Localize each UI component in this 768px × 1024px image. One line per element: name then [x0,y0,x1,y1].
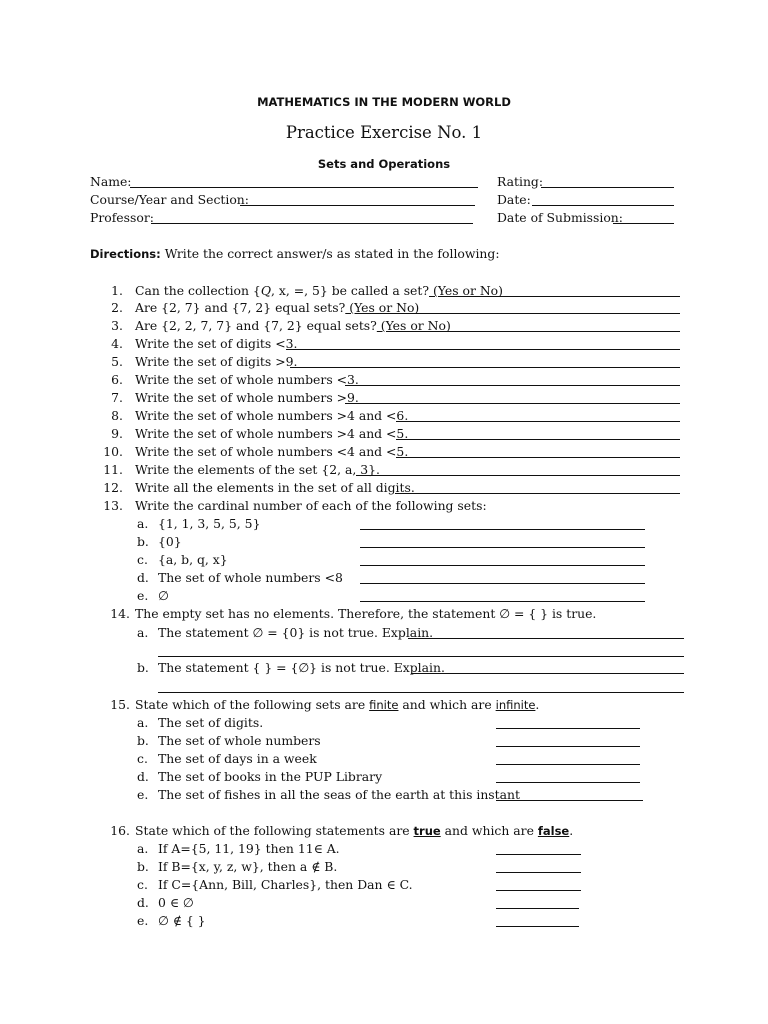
directions-text: Write the correct answer/s as stated in the following: [160,246,500,261]
item-number: 11. [103,462,123,477]
question-4: Write the set of digits <3. [135,336,298,351]
question-13: Write the cardinal number of each of the following sets: [135,498,487,513]
answer-line-14b[interactable] [411,673,684,674]
item-number: 6. [111,372,123,387]
question-3: Are {2, 2, 7, 7} and {7, 2} equal sets? (Yes or No) [135,318,451,333]
rating-field[interactable] [541,187,674,188]
item-number: 15. [110,697,130,712]
q15-a: The set of digits. [158,715,264,730]
item-number: 10. [103,444,123,459]
date-label: Date: [497,192,531,207]
question-11: Write the elements of the set {2, a, 3}. [135,462,380,477]
item-number: 7. [111,390,123,405]
item-number: 1. [111,283,123,298]
rating-label: Rating: [497,174,544,189]
answer-line-15e[interactable] [496,800,643,801]
sub-letter: a. [137,516,149,531]
q14-a: The statement ∅ = {0} is not true. Explain. [158,625,434,640]
sub-letter: b. [137,534,149,549]
item-number: 4. [111,336,123,351]
sub-letter: a. [137,715,149,730]
question-10: Write the set of whole numbers <4 and <5. [135,444,409,459]
q16-e: ∅ ∉ { } [158,913,206,928]
name-field[interactable] [130,187,478,188]
q15-d: The set of books in the PUP Library [158,769,383,784]
sub-letter: c. [137,877,148,892]
question-14: The empty set has no elements. Therefore, the statement ∅ = { } is true. [135,606,597,621]
item-number: 8. [111,408,123,423]
q13-b: {0} [158,534,182,549]
q16-b: If B={x, y, z, w}, then a ∉ B. [158,859,338,874]
sub-letter: c. [137,751,148,766]
hint-yes-no: (Yes or No) [376,318,451,333]
sub-letter: e. [137,913,149,928]
question-1: Can the collection {Q, x, =, 5} be called a set? (Yes or No) [135,283,503,298]
answer-line-3[interactable] [418,331,680,332]
answer-line-16a[interactable] [496,854,581,855]
item-number: 3. [111,318,123,333]
answer-line-16b[interactable] [496,872,581,873]
answer-line-13d[interactable] [360,583,645,584]
question-5: Write the set of digits >9. [135,354,298,369]
answer-line-15b[interactable] [496,746,640,747]
date-submission-label: Date of Submission: [497,210,623,225]
course-section-field[interactable] [240,205,475,206]
answer-line-11[interactable] [356,475,680,476]
question-8: Write the set of whole numbers >4 and <6. [135,408,409,423]
question-15: State which of the following sets are finite and which are infinite. [135,697,540,712]
exercise-title: Practice Exercise No. 1 [285,123,483,142]
sub-letter: c. [137,552,148,567]
date-submission-field[interactable] [613,223,674,224]
question-16: State which of the following statements are true and which are false. [135,823,574,838]
item-number: 12. [103,480,123,495]
answer-line-4[interactable] [286,349,680,350]
answer-line-14a-2[interactable] [158,656,684,657]
hint-yes-no: (Yes or No) [429,283,503,298]
item-number: 13. [103,498,123,513]
q15-b: The set of whole numbers [158,733,321,748]
answer-line-13e[interactable] [360,601,645,602]
answer-line-15c[interactable] [496,764,640,765]
answer-line-13c[interactable] [360,565,645,566]
sub-letter: d. [137,570,149,585]
date-field[interactable] [532,205,674,206]
sub-letter: a. [137,841,149,856]
answer-line-16c[interactable] [496,890,581,891]
q13-d: The set of whole numbers <8 [158,570,343,585]
directions-label: Directions: [90,247,161,261]
item-number: 5. [111,354,123,369]
answer-line-15d[interactable] [496,782,640,783]
q16-a: If A={5, 11, 19} then 11∈ A. [158,841,340,856]
answer-line-8[interactable] [396,421,680,422]
hint-yes-no: (Yes or No) [345,300,420,315]
sub-letter: b. [137,859,149,874]
sub-letter: e. [137,588,149,603]
q13-c: {a, b, q, x} [158,552,228,567]
professor-label: Professor: [90,210,154,225]
answer-line-2[interactable] [388,313,680,314]
professor-field[interactable] [151,223,473,224]
course-section-label: Course/Year and Section: [90,192,249,207]
answer-line-10[interactable] [396,457,680,458]
sub-letter: d. [137,769,149,784]
answer-line-14b-2[interactable] [158,692,684,693]
item-number: 16. [110,823,130,838]
sub-letter: b. [137,733,149,748]
sub-letter: a. [137,625,149,640]
answer-line-16e[interactable] [496,926,579,927]
q16-c: If C={Ann, Bill, Charles}, then Dan ∈ C. [158,877,413,892]
course-title: MATHEMATICS IN THE MODERN WORLD [257,95,511,109]
answer-line-12[interactable] [395,493,680,494]
question-12: Write all the elements in the set of all digits. [135,480,415,495]
sub-letter: d. [137,895,149,910]
q13-e: ∅ [158,588,169,603]
question-2: Are {2, 7} and {7, 2} equal sets? (Yes or No) [135,300,420,315]
sub-letter: e. [137,787,149,802]
directions [90,246,500,262]
name-label: Name: [90,174,132,189]
q15-e: The set of fishes in all the seas of the earth at this instant [158,787,520,802]
answer-line-9[interactable] [396,439,680,440]
answer-line-14a[interactable] [408,638,684,639]
sub-letter: b. [137,660,149,675]
q16-d: 0 ∈ ∅ [158,895,194,910]
item-number: 9. [111,426,123,441]
answer-line-5[interactable] [290,367,680,368]
q13-a: {1, 1, 3, 5, 5, 5} [158,516,261,531]
question-7: Write the set of whole numbers >9. [135,390,359,405]
answer-line-15a[interactable] [496,728,640,729]
item-number: 2. [111,300,123,315]
q15-c: The set of days in a week [158,751,317,766]
item-number: 14. [110,606,130,621]
question-9: Write the set of whole numbers >4 and <5. [135,426,409,441]
answer-line-6[interactable] [345,385,680,386]
answer-line-7[interactable] [345,403,680,404]
answer-line-13b[interactable] [360,547,645,548]
question-6: Write the set of whole numbers <3. [135,372,359,387]
q14-b: The statement { } = {∅} is not true. Explain. [158,660,445,675]
answer-line-16d[interactable] [496,908,579,909]
answer-line-13a[interactable] [360,529,645,530]
answer-line-1[interactable] [468,296,680,297]
topic-title: Sets and Operations [317,157,451,171]
